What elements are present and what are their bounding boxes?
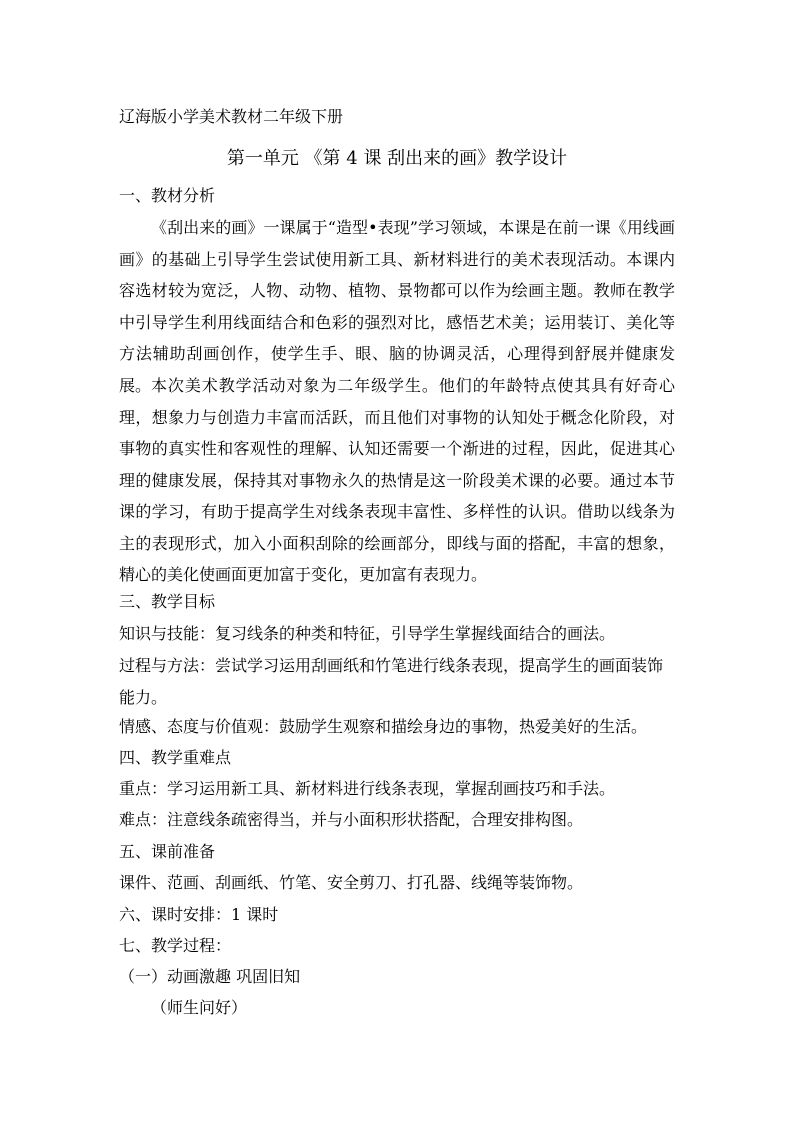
objective-process: 过程与方法：尝试学习运用刮画纸和竹笔进行线条表现，提高学生的画面装饰能力。 bbox=[119, 656, 664, 707]
section-heading-objectives: 三、教学目标 bbox=[119, 592, 216, 611]
paragraph-material-analysis: 《刮出来的画》一课属于“造型•表现”学习领域，本课是在前一课《用线画画》的基础上引导学生尝试使用新工具、新材料进行的美术表现活动。本课内容选材较为宽泛，人物、动物、植物、景物都可以作为绘画主题。教师在教学中引导学生利用线面结合和色彩的强烈对比，感悟艺术美；运用装订、美化等方法辅助刮画创作，使学生手、眼、脑的协调灵活，心理得到舒展并健康发展。 bbox=[119, 218, 675, 395]
process-greeting: （师生问好） bbox=[151, 998, 248, 1017]
section-heading-schedule: 六、课时安排：1 课时 bbox=[119, 905, 279, 924]
section-heading-preparation: 五、课前准备 bbox=[119, 842, 216, 861]
textbook-line: 辽海版小学美术教材二年级下册 bbox=[119, 107, 344, 126]
section-heading-key-points: 四、教学重难点 bbox=[119, 748, 232, 767]
objective-knowledge: 知识与技能：复习线条的种类和特征，引导学生掌握线面结合的画法。 bbox=[119, 624, 616, 643]
section-heading-analysis: 一、教材分析 bbox=[119, 186, 216, 205]
paragraph-student-analysis: 本次美术教学活动对象为二年级学生。他们的年龄特点使其具有好奇心理，想象力与创造力丰富而活跃，而且他们对事物的认知处于概念化阶段，对事物的真实性和客观性的理解、认知还需要一个渐进的过程，因此，促进其心理的健康发展，保持其对事物永久的热情是这一阶段美术课的必要。通过本节课的学习，有助于提高学生对线条表现丰富性、多样性的认识。借助以线条为主的表现形式，加入小面积刮除的绘画部分，即线与面的搭配，丰富的想象，精心的美化使画面更加富于变化，更加富有表现力。 bbox=[119, 376, 675, 584]
preparation-items: 课件、范画、刮画纸、竹笔、安全剪刀、打孔器、线绳等装饰物。 bbox=[119, 873, 584, 892]
key-point: 重点：学习运用新工具、新材料进行线条表现，掌握刮画技巧和手法。 bbox=[119, 779, 616, 798]
document-title: 第一单元 《第 4 课 刮出来的画》教学设计 bbox=[226, 148, 568, 169]
objective-emotion: 情感、态度与价值观：鼓励学生观察和描绘身边的事物，热爱美好的生活。 bbox=[119, 717, 648, 736]
section-heading-process: 七、教学过程： bbox=[119, 936, 232, 955]
process-step-1: （一）动画激趣 巩固旧知 bbox=[119, 967, 301, 986]
difficult-point: 难点：注意线条疏密得当，并与小面积形状搭配，合理安排构图。 bbox=[119, 810, 584, 829]
